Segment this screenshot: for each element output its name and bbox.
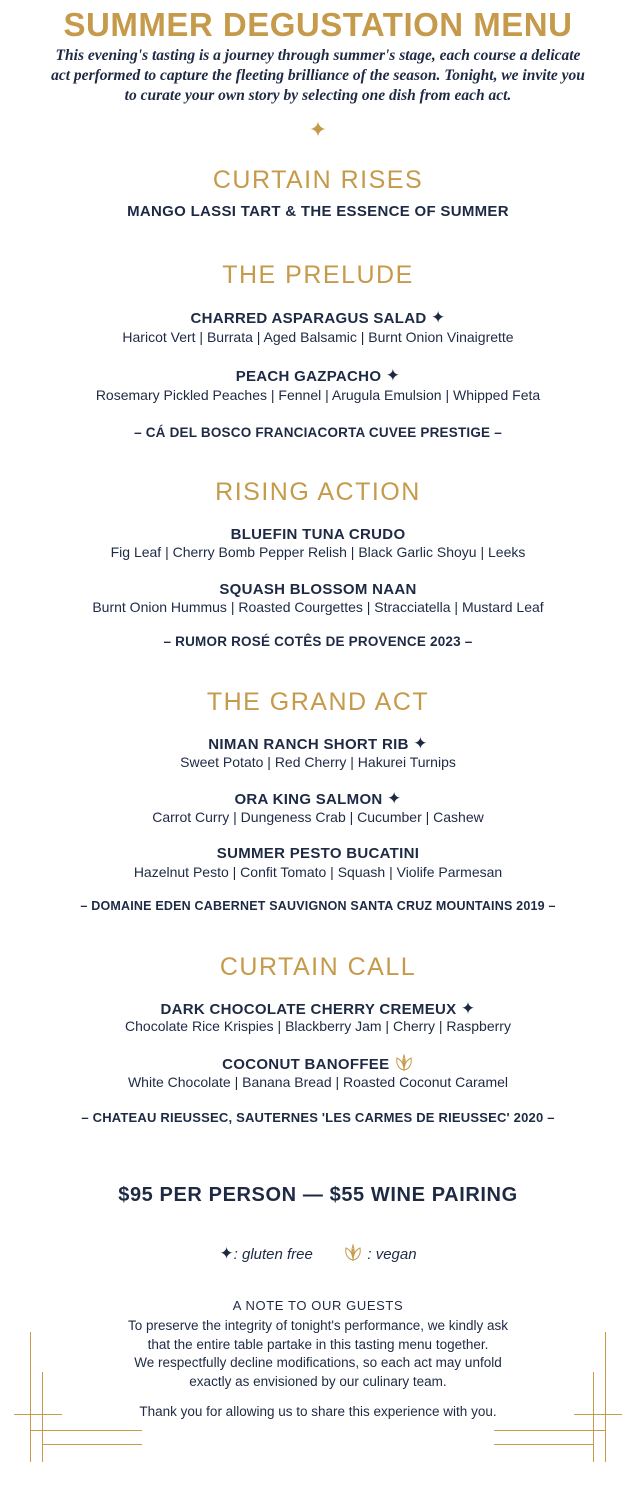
- vegan-leaf-icon: [394, 1056, 414, 1073]
- price-line: $95 PER PERSON — $55 WINE PAIRING: [118, 1184, 518, 1206]
- section-title-rising-action: RISING ACTION: [215, 478, 421, 506]
- note-title: A NOTE TO OUR GUESTS: [232, 1298, 404, 1313]
- menu-title: SUMMER DEGUSTATION MENU: [63, 6, 573, 43]
- dish-bluefin-tuna-crudo: BLUEFIN TUNA CRUDO: [230, 526, 406, 543]
- gluten-free-star-icon: ✦: [431, 308, 446, 327]
- dish-coconut-banoffee: [0, 1054, 636, 1073]
- section-title-grand-act: THE GRAND ACT: [206, 688, 430, 716]
- note-line: that the entire table partake in this tasting menu together.: [147, 1336, 489, 1352]
- dish-name-text: DARK CHOCOLATE CHERRY CREMEUX: [160, 1001, 457, 1018]
- intro-text: This evening's tasting is a journey through summer's stage, each course a delicate act performed to capture the fleeting brilliance of the season. Tonight, we invite you to curate your own story by selecting one dish from each act.: [51, 47, 585, 104]
- dish-charred-asparagus-salad: [0, 308, 636, 328]
- gluten-free-star-icon: ✦: [387, 789, 402, 808]
- dish-description: Chocolate Rice Krispies | Blackberry Jam | Cherry | Raspberry: [125, 1018, 511, 1034]
- dish-description: Rosemary Pickled Peaches | Fennel | Arugula Emulsion | Whipped Feta: [95, 387, 541, 403]
- dietary-legend: [0, 1244, 636, 1264]
- wine-pairing: – CÁ DEL BOSCO FRANCIACORTA CUVEE PRESTIGE –: [134, 425, 502, 440]
- wine-pairing: – DOMAINE EDEN CABERNET SAUVIGNON SANTA CRUZ MOUNTAINS 2019 –: [80, 899, 556, 913]
- dish-description: White Chocolate | Banana Bread | Roasted Coconut Caramel: [127, 1074, 509, 1090]
- legend-gluten-free: : gluten free: [233, 1246, 313, 1263]
- dish-name-text: COCONUT BANOFFEE: [222, 1056, 390, 1073]
- dish-name-text: CHARRED ASPARAGUS SALAD: [190, 310, 427, 327]
- dish-squash-blossom-naan: SQUASH BLOSSOM NAAN: [219, 581, 417, 598]
- section-title-prelude: THE PRELUDE: [222, 261, 414, 289]
- gluten-free-star-icon: ✦: [385, 366, 401, 385]
- gluten-free-star-icon: ✦: [460, 999, 476, 1018]
- dish-description: Burnt Onion Hummus | Roasted Courgettes | Stracciatella | Mustard Leaf: [92, 599, 544, 615]
- dish-dark-chocolate-cherry-cremeux: [0, 999, 636, 1019]
- dish-description: Sweet Potato | Red Cherry | Hakurei Turnips: [180, 754, 456, 770]
- divider-star-icon: ✦: [308, 117, 328, 142]
- star-icon: ✦: [219, 1244, 234, 1263]
- wine-pairing: – RUMOR ROSÉ COTÊS DE PROVENCE 2023 –: [163, 634, 473, 649]
- note-line: We respectfully decline modifications, so each act may unfold: [134, 1355, 502, 1370]
- dish-description: Carrot Curry | Dungeness Crab | Cucumber | Cashew: [152, 809, 484, 825]
- dish-name-text: ORA KING SALMON: [234, 791, 383, 808]
- dish-ora-king-salmon: [0, 789, 636, 809]
- wine-pairing: – CHATEAU RIEUSSEC, SAUTERNES 'LES CARMES DE RIEUSSEC' 2020 –: [81, 1110, 555, 1125]
- legend-vegan: : vegan: [367, 1246, 417, 1263]
- dish-peach-gazpacho: [0, 366, 636, 386]
- dish-description: Hazelnut Pesto | Confit Tomato | Squash | Violife Parmesan: [133, 864, 503, 880]
- note-line: exactly as envisioned by our culinary team.: [189, 1373, 447, 1389]
- dish-niman-ranch-short-rib: [0, 734, 636, 754]
- note-line: To preserve the integrity of tonight's performance, we kindly ask: [127, 1318, 508, 1333]
- dish-mango-lassi-tart: MANGO LASSI TART & THE ESSENCE OF SUMMER: [127, 203, 509, 220]
- dish-summer-pesto-bucatini: SUMMER PESTO BUCATINI: [216, 845, 420, 862]
- dish-name-text: PEACH GAZPACHO: [235, 368, 382, 385]
- section-title-curtain-rises: CURTAIN RISES: [212, 166, 424, 194]
- leaf-icon: [343, 1246, 367, 1263]
- note-thanks: Thank you for allowing us to share this experience with you.: [139, 1404, 497, 1419]
- section-title-curtain-call: CURTAIN CALL: [219, 953, 417, 981]
- note-body: [60, 1317, 576, 1391]
- gluten-free-star-icon: ✦: [413, 734, 428, 753]
- dish-name-text: NIMAN RANCH SHORT RIB: [208, 736, 409, 753]
- dish-description: Fig Leaf | Cherry Bomb Pepper Relish | Black Garlic Shoyu | Leeks: [110, 544, 526, 560]
- dish-description: Haricot Vert | Burrata | Aged Balsamic | Burnt Onion Vinaigrette: [122, 329, 514, 345]
